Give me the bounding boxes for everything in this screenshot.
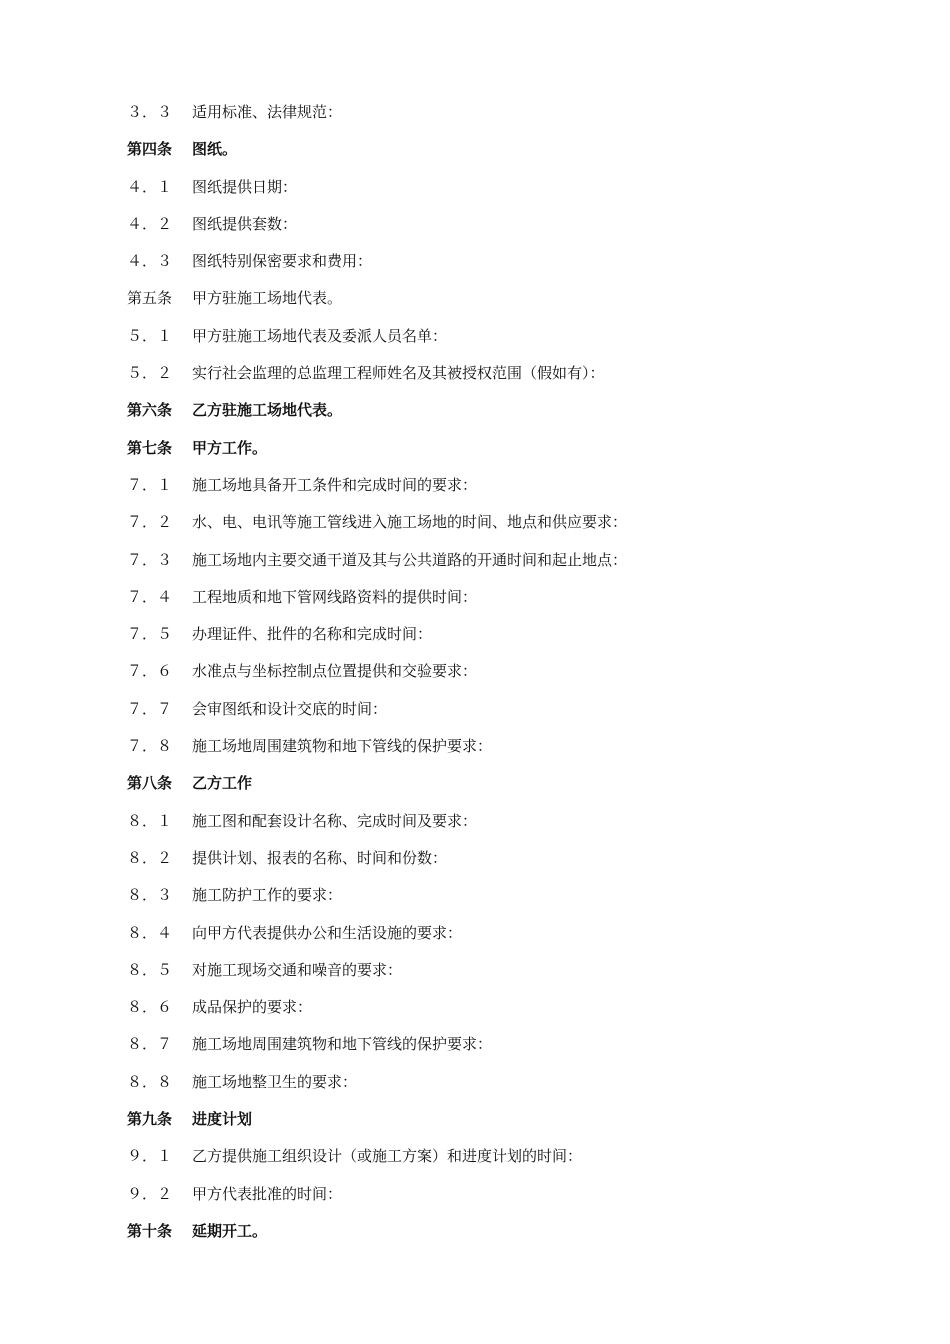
clause-text: 施工场地周围建筑物和地下管线的保护要求： [192, 1035, 493, 1054]
article-number: 第六条 [127, 401, 173, 420]
article-number: 第五条 [127, 289, 173, 308]
clause-text: 成品保护的要求： [192, 998, 313, 1017]
clause-text: 施工场地内主要交通干道及其与公共道路的开通时间和起止地点： [192, 550, 628, 569]
clause-number: ８．３ [127, 886, 173, 905]
clause-number: ９．１ [127, 1147, 173, 1166]
clause-line [127, 956, 907, 993]
clause-text: 实行社会监理的总监理工程师姓名及其被授权范围（假如有）： [192, 364, 605, 383]
article-title: 进度计划 [192, 1110, 253, 1129]
article-heading [127, 396, 907, 433]
clause-line [127, 881, 907, 918]
article-number: 第九条 [127, 1110, 173, 1129]
clause-number: ７．５ [127, 625, 173, 644]
article-title: 延期开工。 [192, 1221, 268, 1240]
clause-text: 会审图纸和设计交底的时间： [192, 699, 388, 718]
clause-number: ８．５ [127, 960, 173, 979]
clause-text: 适用标准、法律规范： [192, 103, 343, 121]
clause-line [127, 1030, 907, 1067]
clause-line [127, 508, 907, 545]
clause-text: 提供计划、报表的名称、时间和份数： [192, 848, 448, 867]
clause-text: 施工场地具备开工条件和完成时间的要求： [192, 475, 478, 494]
clause-number: ４．３ [127, 252, 173, 271]
clause-number: ８．１ [127, 811, 173, 830]
article-title: 乙方工作 [192, 774, 253, 793]
clause-line [127, 210, 907, 247]
article-heading [127, 434, 907, 471]
clause-number: ４．２ [127, 214, 173, 233]
article-title: 甲方工作。 [192, 438, 268, 457]
clause-line [127, 546, 907, 583]
article-heading [127, 284, 907, 321]
clause-line [127, 1068, 907, 1105]
clause-number: ５．１ [127, 326, 173, 345]
clause-line [127, 919, 907, 956]
clause-text: 施工防护工作的要求： [192, 886, 343, 905]
clause-line [127, 844, 907, 881]
clause-text: 水、电、电讯等施工管线进入施工场地的时间、地点和供应要求： [192, 513, 628, 532]
clause-line [127, 993, 907, 1030]
article-title: 图纸。 [192, 140, 238, 159]
article-number: 第八条 [127, 774, 173, 793]
article-heading [127, 135, 907, 172]
clause-line [127, 732, 907, 769]
article-number: 第十条 [127, 1221, 173, 1240]
clause-text: 水准点与坐标控制点位置提供和交验要求： [192, 662, 478, 681]
clause-number: ７．８ [127, 737, 173, 756]
clause-text: 甲方驻施工场地代表及委派人员名单： [192, 326, 448, 345]
clause-text: 施工场地周围建筑物和地下管线的保护要求： [192, 737, 493, 756]
clause-line [127, 620, 907, 657]
clause-number: ７．３ [127, 550, 173, 569]
clause-line [127, 322, 907, 359]
clause-line [127, 98, 907, 135]
clause-number: ７．７ [127, 699, 173, 718]
clause-number: ８．７ [127, 1035, 173, 1054]
article-title: 甲方驻施工场地代表。 [192, 289, 343, 308]
clause-text: 对施工现场交通和噪音的要求： [192, 960, 403, 979]
clause-text: 工程地质和地下管网线路资料的提供时间： [192, 587, 478, 606]
clause-number: ７．６ [127, 662, 173, 681]
clause-line [127, 247, 907, 284]
clause-line [127, 471, 907, 508]
clause-text: 向甲方代表提供办公和生活设施的要求： [192, 923, 463, 942]
clause-line [127, 359, 907, 396]
clause-line [127, 657, 907, 694]
clause-number: ９．２ [127, 1184, 173, 1203]
clause-line [127, 1180, 907, 1217]
clause-number: ３．３ [127, 103, 173, 121]
contract-clause-list [127, 98, 907, 1254]
clause-line [127, 1142, 907, 1179]
clause-text: 甲方代表批准的时间： [192, 1184, 343, 1203]
clause-number: ７．２ [127, 513, 173, 532]
article-heading [127, 769, 907, 806]
article-number: 第四条 [127, 140, 173, 159]
clause-number: ８．４ [127, 923, 173, 942]
clause-line [127, 807, 907, 844]
article-number: 第七条 [127, 438, 173, 457]
clause-text: 施工图和配套设计名称、完成时间及要求： [192, 811, 478, 830]
clause-text: 图纸特别保密要求和费用： [192, 252, 373, 271]
clause-number: ４．１ [127, 177, 173, 196]
clause-number: ５．２ [127, 364, 173, 383]
clause-line [127, 173, 907, 210]
clause-text: 图纸提供日期： [192, 177, 298, 196]
clause-text: 施工场地整卫生的要求： [192, 1072, 358, 1091]
clause-line [127, 695, 907, 732]
clause-number: ７．１ [127, 475, 173, 494]
clause-text: 乙方提供施工组织设计（或施工方案）和进度计划的时间： [192, 1147, 583, 1166]
clause-text: 办理证件、批件的名称和完成时间： [192, 625, 433, 644]
clause-text: 图纸提供套数： [192, 214, 298, 233]
clause-line [127, 583, 907, 620]
clause-number: ８．２ [127, 848, 173, 867]
article-heading [127, 1105, 907, 1142]
clause-number: ７．４ [127, 587, 173, 606]
article-heading [127, 1217, 907, 1254]
article-title: 乙方驻施工场地代表。 [192, 401, 343, 420]
clause-number: ８．６ [127, 998, 173, 1017]
clause-number: ８．８ [127, 1072, 173, 1091]
